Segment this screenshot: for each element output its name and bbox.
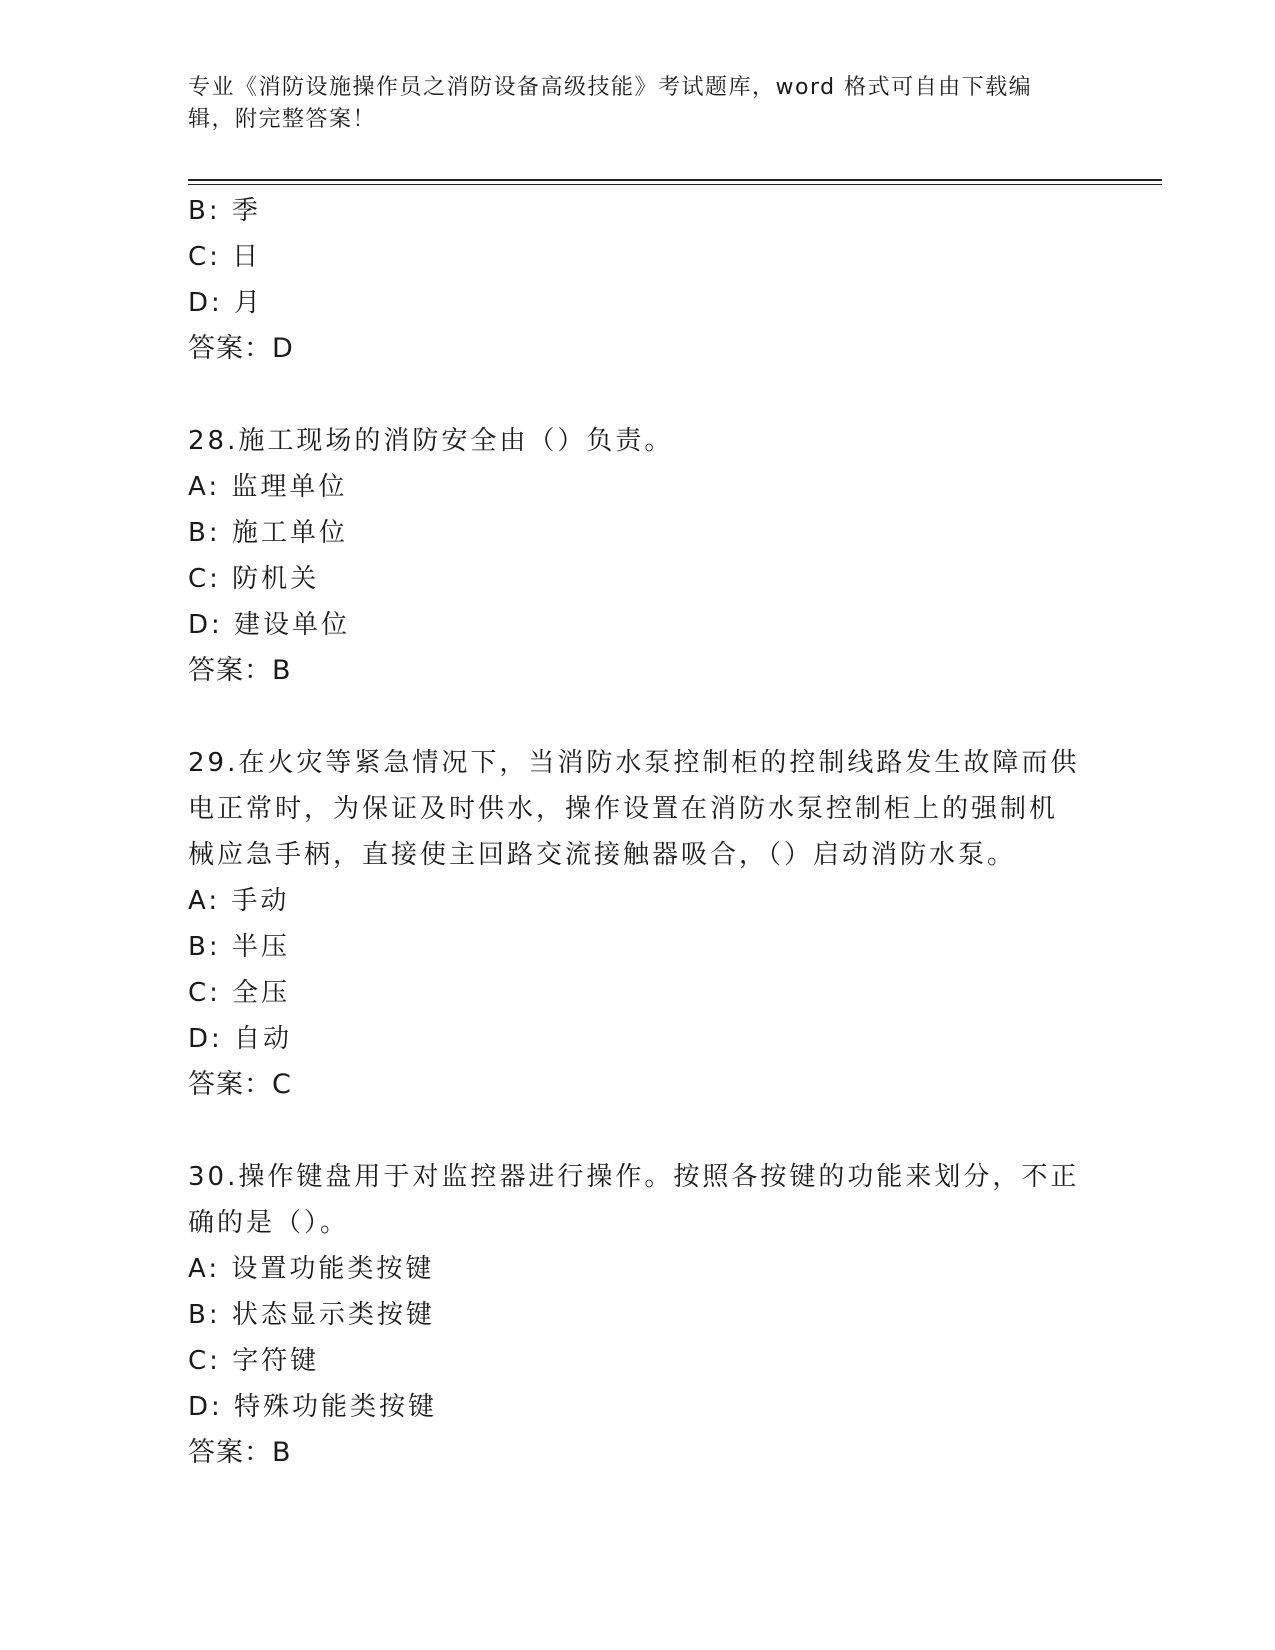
question-stem-line: 确的是（）。 bbox=[188, 1208, 350, 1238]
spacer bbox=[188, 372, 1088, 418]
header-title-line-2: 辑，附完整答案！ bbox=[188, 107, 377, 132]
question-stem-line: 30.操作键盘用于对监控器进行操作。按照各按键的功能来划分，不正 bbox=[188, 1162, 1080, 1192]
spacer bbox=[188, 1108, 1088, 1154]
option-b: B: 状态显示类按键 bbox=[188, 1300, 435, 1330]
question-stem-line: 29.在火灾等紧急情况下，当消防水泵控制柜的控制线路发生故障而供 bbox=[188, 748, 1080, 778]
question-27-continued bbox=[188, 188, 1088, 372]
question-stem-line: 电正常时，为保证及时供水，操作设置在消防水泵控制柜上的强制机 bbox=[188, 794, 1059, 824]
header-rule-thick bbox=[188, 179, 1162, 181]
document-header bbox=[188, 72, 1068, 136]
option-a: A: 监理单位 bbox=[188, 472, 348, 502]
header-title-line-1: 专业《消防设施操作员之消防设备高级技能》考试题库，word 格式可自由下载编 bbox=[188, 75, 1033, 100]
option-b: B: 施工单位 bbox=[188, 518, 348, 548]
option-d: D: 自动 bbox=[188, 1024, 293, 1054]
option-c: C: 全压 bbox=[188, 978, 291, 1008]
question-30 bbox=[188, 1154, 1088, 1476]
spacer bbox=[188, 694, 1088, 740]
option-b: B: 季 bbox=[188, 196, 261, 226]
option-d: D: 特殊功能类按键 bbox=[188, 1392, 438, 1422]
option-c: C: 字符键 bbox=[188, 1346, 320, 1376]
option-d: D: 月 bbox=[188, 288, 264, 318]
question-stem-line: 械应急手柄，直接使主回路交流接触器吸合，（）启动消防水泵。 bbox=[188, 840, 1017, 870]
question-stem-line: 28.施工现场的消防安全由（）负责。 bbox=[188, 426, 674, 456]
question-29 bbox=[188, 740, 1088, 1108]
header-rule-thin bbox=[188, 184, 1162, 185]
question-list bbox=[188, 188, 1088, 1476]
option-c: C: 日 bbox=[188, 242, 262, 272]
option-a: A: 手动 bbox=[188, 886, 290, 916]
answer-line: 答案：C bbox=[188, 1069, 292, 1100]
answer-line: 答案：B bbox=[188, 1437, 292, 1468]
option-b: B: 半压 bbox=[188, 932, 290, 962]
answer-line: 答案：B bbox=[188, 655, 292, 686]
answer-line: 答案：D bbox=[188, 333, 294, 364]
question-28 bbox=[188, 418, 1088, 694]
option-c: C: 防机关 bbox=[188, 564, 320, 594]
option-a: A: 设置功能类按键 bbox=[188, 1254, 435, 1284]
option-d: D: 建设单位 bbox=[188, 610, 351, 640]
